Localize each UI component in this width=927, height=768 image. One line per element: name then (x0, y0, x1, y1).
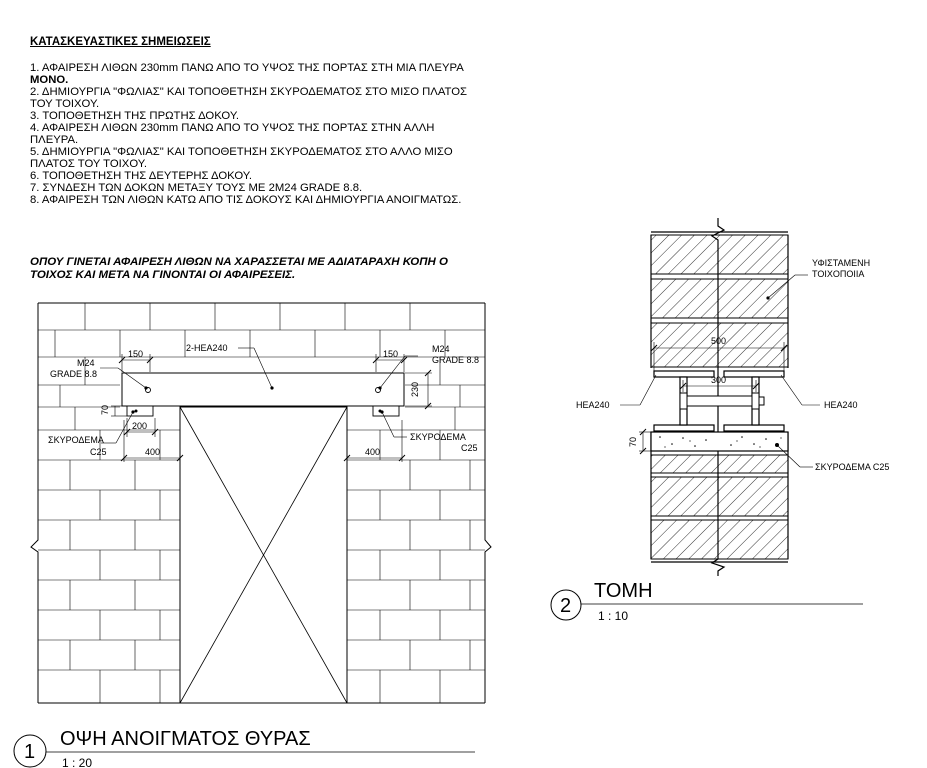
leader-dot (766, 296, 769, 299)
note-line: 8. ΑΦΑΙΡΕΣΗ ΤΩΝ ΛΙΘΩΝ ΚΑΤΩ ΑΠΟ ΤΙΣ ΔΟΚΟΥΣ ΚΑΙ ΔΗΜΙΟΥΡΓΙΑ ΑΝΟΙΓΜΑΤΩΣ. (30, 194, 462, 206)
concrete-band (651, 432, 788, 451)
brick-section (651, 520, 788, 559)
view-title: ΟΨΗ ΑΝΟΙΓΜΑΤΟΣ ΘΥΡΑΣ (60, 728, 311, 750)
note-line: 5. ΔΗΜΙΟΥΡΓΙΑ "ΦΩΛΙΑΣ" ΚΑΙ ΤΟΠΟΘΕΤΗΣΗ ΣΚΥΡΟΔΕΜΑΤΟΣ ΣΤΟ ΑΛΛΟ ΜΙΣΟ (30, 146, 453, 158)
view-title: ΤΟΜΗ (594, 580, 653, 602)
steel-beam (122, 373, 404, 406)
concrete-pad (373, 406, 399, 416)
concrete-label-right: ΣΚΥΡΟΔΕΜΑ (410, 432, 466, 442)
bolt-grade-left: GRADE 8.8 (50, 369, 98, 379)
bolt-label-right: M24 (432, 344, 450, 354)
dim-230: 230 (410, 381, 420, 397)
brick-section (651, 477, 788, 516)
brick-section (651, 235, 788, 274)
note-line: ΜΟΝΟ. (30, 74, 69, 86)
note-line: 2. ΔΗΜΙΟΥΡΓΙΑ "ΦΩΛΙΑΣ" ΚΑΙ ΤΟΠΟΘΕΤΗΣΗ ΣΚΥΡΟΔΕΜΑΤΟΣ ΣΤΟ ΜΙΣΟ ΠΛΑΤΟΣ (30, 86, 468, 98)
notes-title: ΚΑΤΑΣΚΕΥΑΣΤΙΚΕΣ ΣΗΜΕΙΩΣΕΙΣ (30, 36, 211, 48)
note-line: 3. ΤΟΠΟΘΕΤΗΣΗ ΤΗΣ ΠΡΩΤΗΣ ΔΟΚΟΥ. (30, 110, 240, 122)
existing-wall-label: ΤΟΙΧΟΠΟΙΙΑ (812, 269, 865, 279)
dim-500: 500 (711, 336, 727, 346)
note-line: 1. ΑΦΑΙΡΕΣΗ ΛΙΘΩΝ 230mm ΠΑΝΩ ΑΠΟ ΤΟ ΥΨΟΣ ΤΗΣ ΠΟΡΤΑΣ ΣΤΗ ΜΙΑ ΠΛΕΥΡΑ (30, 62, 464, 74)
note-line: ΠΛΑΤΟΣ ΤΟΥ ΤΟΙΧΟΥ. (30, 158, 147, 170)
dim-70-section: 70 (628, 436, 638, 447)
dim-400-right: 400 (365, 447, 381, 457)
warning-line: ΟΠΟΥ ΓΙΝΕΤΑΙ ΑΦΑΙΡΕΣΗ ΛΙΘΩΝ ΝΑ ΧΑΡΑΣΣΕΤΑΙ ΜΕ ΑΔΙΑΤΑΡΑΧΗ ΚΟΠΗ Ο (30, 256, 448, 268)
dim-200: 200 (132, 421, 148, 431)
dim-150-right: 150 (383, 349, 399, 359)
note-line: ΠΛΕΥΡΑ. (30, 134, 79, 146)
brick-section (651, 455, 788, 473)
concrete-label: ΣΚΥΡΟΔΕΜΑ C25 (815, 462, 890, 472)
note-line: 7. ΣΥΝΔΕΣΗ ΤΩΝ ΔΟΚΩΝ ΜΕΤΑΞΥ ΤΟΥΣ ΜΕ 2Μ24 GRADE 8.8. (30, 182, 363, 194)
dim-400-left: 400 (145, 447, 161, 457)
rebar (135, 410, 138, 413)
bolt-label-left: M24 (77, 358, 95, 368)
dim-150-left: 150 (128, 349, 144, 359)
view-scale: 1 : 20 (62, 756, 93, 768)
elevation-view (14, 303, 491, 768)
note-line: ΤΟΥ ΤΟΙΧΟΥ. (30, 98, 100, 110)
existing-wall-label: ΥΦΙΣΤΑΜΕΝΗ (812, 258, 871, 268)
concrete-pad (127, 406, 153, 416)
bolt-grade-right: GRADE 8.8 (432, 355, 480, 365)
concrete-grade-left: C25 (90, 447, 107, 457)
warning-line: ΤΟΙΧΟΣ ΚΑΙ ΜΕΤΑ ΝΑ ΓΙΝΟΝΤΑΙ ΟΙ ΑΦΑΙΡΕΣΕΙΣ. (30, 269, 296, 281)
section-view (551, 218, 889, 623)
beam-label: 2-HEA240 (186, 343, 228, 353)
note-line: 6. ΤΟΠΟΘΕΤΗΣΗ ΤΗΣ ΔΕΥΤΕΡΗΣ ΔΟΚΟΥ. (30, 170, 252, 182)
view-number: 1 (24, 741, 36, 763)
dim-70: 70 (100, 404, 110, 415)
dim-300: 300 (711, 375, 727, 385)
view-number: 2 (560, 595, 572, 617)
concrete-label-left: ΣΚΥΡΟΔΕΜΑ (48, 435, 104, 445)
hea-label-left: HEA240 (576, 400, 610, 410)
view-scale: 1 : 10 (598, 609, 629, 623)
note-line: 4. ΑΦΑΙΡΕΣΗ ΛΙΘΩΝ 230mm ΠΑΝΩ ΑΠΟ ΤΟ ΥΨΟΣ ΤΗΣ ΠΟΡΤΑΣ ΣΤΗΝ ΑΛΛΗ (30, 122, 435, 134)
concrete-grade-right: C25 (461, 443, 478, 453)
hea-label-right: HEA240 (824, 400, 858, 410)
